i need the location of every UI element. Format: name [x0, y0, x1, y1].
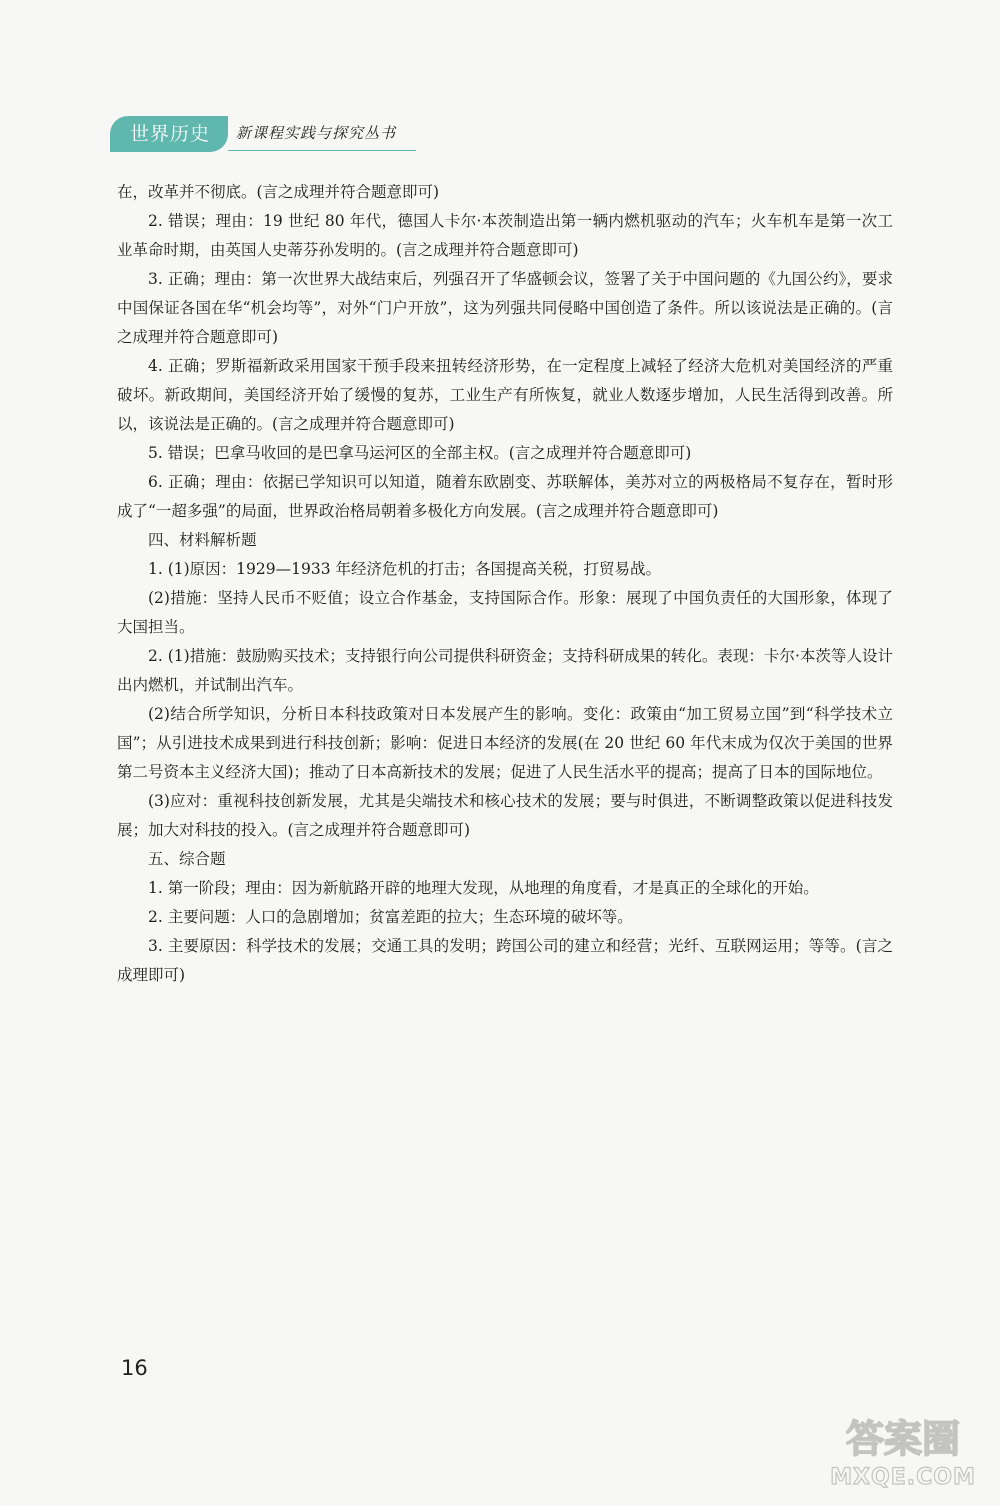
answer-paragraph: (2)措施：坚持人民币不贬值；设立合作基金，支持国际合作。形象：展现了中国负责任的大国形象，体现了大国担当。 — [117, 589, 893, 636]
answer-paragraph: 2. 错误；理由：19 世纪 80 年代，德国人卡尔·本茨制造出第一辆内燃机驱动的汽车；火车机车是第一次工业革命时期，由英国人史蒂芬孙发明的。(言之成理并符合题意即可) — [117, 212, 893, 259]
series-title-wrap — [236, 122, 396, 147]
answer-paragraph: 2. (1)措施：鼓励购买技术；支持银行向公司提供科研资金；支持科研成果的转化。表现：卡尔·本茨等人设计出内燃机，并试制出汽车。 — [117, 647, 893, 694]
answer-paragraph: 6. 正确；理由：依据已学知识可以知道，随着东欧剧变、苏联解体，美苏对立的两极格局不复存在，暂时形成了“一超多强”的局面，世界政治格局朝着多极化方向发展。(言之成理并符合题意即可) — [117, 473, 893, 520]
page-header — [110, 116, 410, 152]
page-number: 16 — [121, 1356, 148, 1380]
answer-paragraph: 四、材料解析题 — [148, 531, 257, 549]
answer-content — [117, 178, 893, 990]
answer-paragraph: 在，改革并不彻底。(言之成理并符合题意即可) — [117, 183, 440, 201]
answer-paragraph: 2. 主要问题：人口的急剧增加；贫富差距的拉大；生态环境的破坏等。 — [148, 908, 633, 926]
watermark-bottom-text: MXQE.COM — [830, 1465, 976, 1490]
answer-paragraph: (3)应对：重视科技创新发展，尤其是尖端技术和核心技术的发展；要与时俱进，不断调整政策以促进科技发展；加大对科技的投入。(言之成理并符合题意即可) — [117, 792, 893, 839]
answer-paragraph: 3. 主要原因：科学技术的发展；交通工具的发明；跨国公司的建立和经营；光纤、互联网运用；等等。(言之成理即可) — [117, 937, 893, 984]
answer-paragraph: 3. 正确；理由：第一次世界大战结束后，列强召开了华盛顿会议，签署了关于中国问题的《九国公约》，要求中国保证各国在华“机会均等”，对外“门户开放”，这为列强共同侵略中国创造了条件。所以该说法是正确的。(言之成理并符合题意即可) — [117, 270, 893, 346]
answer-paragraph: 五、综合题 — [148, 850, 226, 868]
answer-paragraph: 4. 正确；罗斯福新政采用国家干预手段来扭转经济形势，在一定程度上减轻了经济大危机对美国经济的严重破坏。新政期间，美国经济开始了缓慢的复苏，工业生产有所恢复，就业人数逐步增加，人民生活得到改善。所以，该说法是正确的。(言之成理并符合题意即可) — [117, 357, 893, 433]
answer-paragraph: 1. (1)原因：1929—1933 年经济危机的打击；各国提高关税，打贸易战。 — [148, 560, 661, 578]
series-title: 新课程实践与探究丛书 — [236, 123, 397, 142]
watermark-top-text: 答案圈 — [845, 1417, 961, 1461]
subject-badge: 世界历史 — [110, 116, 228, 152]
answer-paragraph: 1. 第一阶段；理由：因为新航路开辟的地理大发现，从地理的角度看，才是真正的全球化的开始。 — [148, 879, 819, 897]
answer-paragraph: 5. 错误；巴拿马收回的是巴拿马运河区的全部主权。(言之成理并符合题意即可) — [148, 444, 692, 462]
answer-paragraph: (2)结合所学知识，分析日本科技政策对日本发展产生的影响。变化：政策由“加工贸易立国”到“科学技术立国”；从引进技术成果到进行科技创新；影响：促进日本经济的发展(在 20 世纪 60 年代末成为仅次于美国的世界第二号资本主义经济大国)；推动了日本高新技术的发展；促进了人民生活水平的提高；提高了日本的国际地位。 — [117, 705, 893, 781]
watermark-logo — [818, 1410, 988, 1492]
header-rule — [228, 150, 416, 151]
